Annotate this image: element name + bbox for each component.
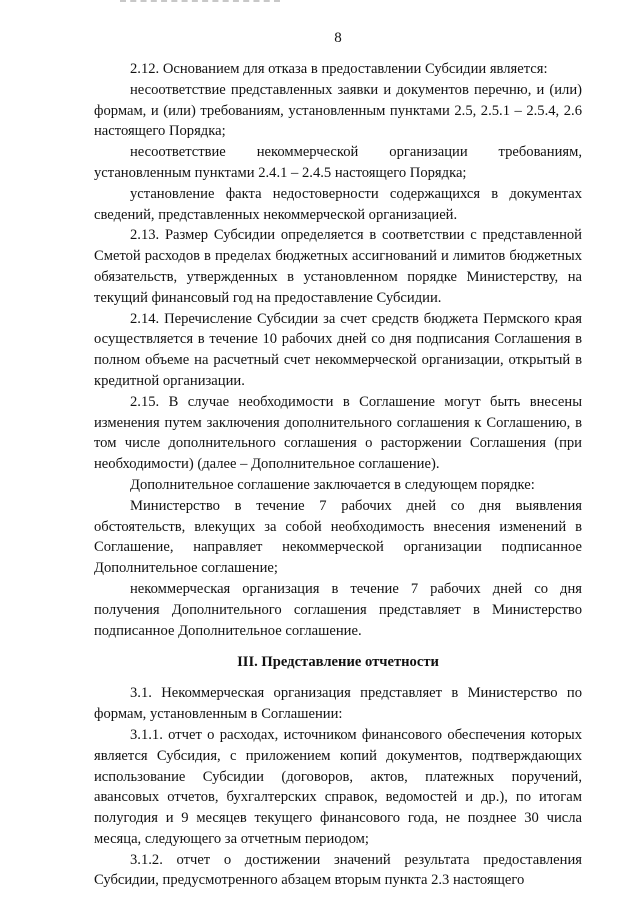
paragraph-organization-returns: некоммерческая организация в течение 7 рабочих дней со дня получения Дополнительного соглашения представляет в Министерство подписанное Дополнительное соглашение. bbox=[94, 580, 582, 639]
section-3-body bbox=[94, 683, 582, 891]
paragraph-2-13: 2.13. Размер Субсидии определяется в соответствии с представленной Сметой расходов в пределах бюджетных ассигнований и лимитов бюджетных обязательств, утвержденных в установленном порядке Министерству, на текущий финансовый год на предоставление Субсидии. bbox=[94, 227, 582, 306]
paragraph-3-1-2: 3.1.2. отчет о достижении значений результата предоставления Субсидии, предусмотренного абзацем вторым пункта 2.3 настоящего bbox=[94, 851, 582, 889]
paragraph-ministry-sends: Министерство в течение 7 рабочих дней со дня выявления обстоятельств, влекущих за собой необходимость внесения изменений в Соглашение, направляет некоммерческой организации подписанное Дополнительное соглашение; bbox=[94, 497, 582, 577]
paragraph-additional-agreement-order: Дополнительное соглашение заключается в следующем порядке: bbox=[130, 476, 535, 493]
paragraph-2-12: 2.12. Основанием для отказа в предоставлении Субсидии является: bbox=[130, 61, 548, 77]
paragraph-nonconformity-organization: несоответствие некоммерческой организации требованиям, установленным пунктами 2.4.1 – 2.4.5 настоящего Порядка; bbox=[94, 144, 582, 181]
paragraph-3-1: 3.1. Некоммерческая организация представляет в Министерство по формам, установленным в Соглашении: bbox=[94, 685, 582, 723]
page-number: 8 bbox=[334, 30, 342, 46]
paragraph-3-1-1: 3.1.1. отчет о расходах, источником финансового обеспечения которых является Субсидия, с приложением копий документов, подтверждающих использование Субсидии (договоров, актов, платежных поручений, авансовых отчетов, бухгалтерских справок, ведомостей и др.), по итогам полугодия и 9 месяцев текущего финансового года, не позднее 30 числа месяца, следующего за отчетным периодом; bbox=[94, 726, 582, 847]
section-2-body bbox=[94, 59, 582, 641]
paragraph-2-14: 2.14. Перечисление Субсидии за счет средств бюджета Пермского края осуществляется в течение 10 рабочих дней со дня подписания Соглашения в полном объеме на расчетный счет некоммерческой организации, открытый в кредитной организации. bbox=[94, 310, 582, 389]
paragraph-2-15: 2.15. В случае необходимости в Соглашение могут быть внесены изменения путем заключения дополнительного соглашения к Соглашению, в том числе дополнительного соглашения о расторжении Соглашения (при необходимости) (далее – Дополнительное соглашение). bbox=[94, 393, 582, 473]
paragraph-unreliable-information: установление факта недостоверности содержащихся в документах сведений, представленных некоммерческой организацией. bbox=[94, 185, 582, 223]
scan-edge-artifact bbox=[120, 0, 280, 6]
paragraph-nonconformity-documents: несоответствие представленных заявки и документов перечню, и (или) формам, и (или) требованиям, установленным пунктами 2.5, 2.5.1 – 2.5.4, 2.6 настоящего Порядка; bbox=[94, 81, 582, 140]
section-heading: III. Представление отчетности bbox=[237, 654, 439, 671]
